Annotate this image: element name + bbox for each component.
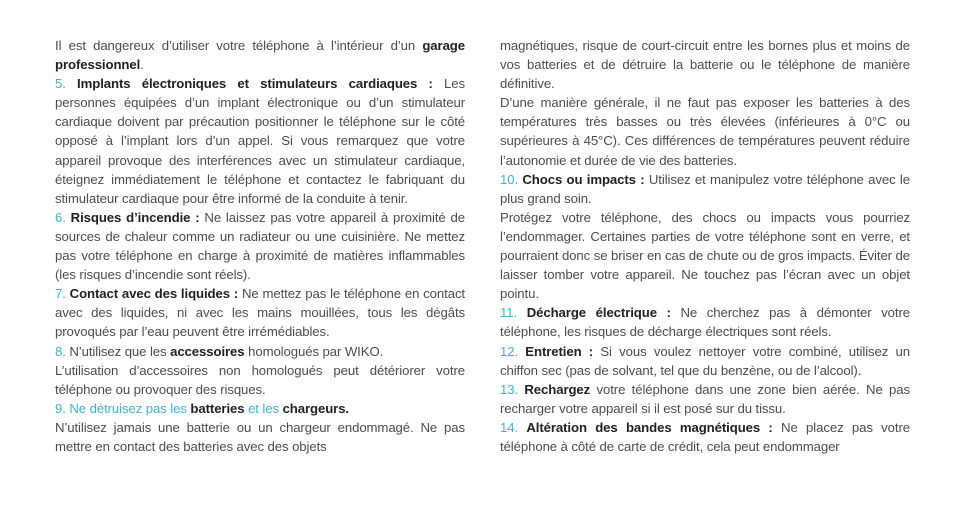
section-7-liquides [55, 284, 465, 341]
section-text: Les personnes équipées d’un implant électronique ou d’un stimulateur cardiaque doivent par précaution positionner le téléphone sur le côté opposé à l’implant lors d’un appel. Si vous remarquez que votre appareil provoque des interférences avec un stimulateur cardiaque, éteignez immédiatement le téléphone et contactez le fabriquant du stimulateur cardiaque pour être informé de la conduite à tenir. [55, 76, 465, 206]
section-number: 10. [500, 171, 523, 187]
section-number: 13. [500, 381, 525, 397]
section-text: Ne laissez pas votre appareil à proximité de sources de chaleur comme un radiateur ou une cuisinière. Ne mettez pas votre téléphone en charge à proximité de matières inflammables (les risques d’incendie sont réels). [55, 209, 465, 283]
section-5-implants [55, 74, 465, 208]
section-text: homologués par WIKO. [244, 343, 384, 359]
section-number: 12. [500, 343, 526, 359]
section-title: Implants électroniques et stimulateurs cardiaques : [77, 76, 433, 92]
section-text: Ne cherchez pas à démonter votre téléphone, les risques de décharge électriques sont réels. [500, 305, 910, 340]
bold-term: batteries [190, 400, 245, 416]
section-number: 6. [55, 209, 71, 225]
paragraph-garage [55, 36, 465, 74]
bold-term: chargeurs. [282, 400, 349, 416]
section-text: votre téléphone dans une zone bien aérée. Ne pas recharger votre appareil si il est posé sur du tissu. [500, 381, 910, 416]
section-text: Utilisez et manipulez votre téléphone avec le plus grand soin. [500, 171, 910, 206]
section-number: 14. [500, 419, 527, 435]
paragraph-temperatures [500, 93, 910, 169]
section-title: Entretien : [525, 343, 594, 359]
section-title: Contact avec des liquides : [69, 286, 239, 302]
section-14-bandes [500, 418, 910, 456]
section-text: Ne placez pas votre téléphone à côté de carte de crédit, cela peut endommager [500, 419, 910, 454]
section-12-entretien [500, 342, 910, 380]
section-text: L’utilisation d’accessoires non homologués peut détériorer votre téléphone ou provoquer des risques. [55, 362, 465, 397]
section-10-body [500, 208, 910, 303]
paragraph-continued [500, 36, 910, 93]
section-number: 9. [55, 400, 70, 416]
section-text: Ne mettez pas le téléphone en contact avec des liquides, ni avec les mains mouillées, tous les dégâts provoqués par l’eau peuvent être irrémédiables. [55, 286, 465, 340]
section-number: 5. [55, 76, 78, 92]
section-8-body [55, 361, 465, 399]
section-9-batteries [55, 399, 465, 418]
section-title: Chocs ou impacts : [522, 171, 645, 187]
text: D’une manière générale, il ne faut pas exposer les batteries à des températures très basses ou très élevées (inférieures à 0°C ou supérieures à 45°C). Ces différences de températures peuvent réduire l’autonomie et durée de vie des batteries. [500, 95, 910, 168]
section-text: et les [244, 400, 283, 416]
section-number: 8. [55, 343, 70, 359]
section-13-rechargez [500, 380, 910, 418]
section-title: Risques d’incendie : [70, 209, 200, 225]
section-text: Si vous voulez nettoyer votre combiné, utilisez un chiffon sec (pas de solvant, tel que du benzène, ou de l’alcool). [500, 343, 910, 378]
section-text: N’utilisez que les [69, 343, 171, 359]
section-6-incendie [55, 208, 465, 284]
section-text: N’utilisez jamais une batterie ou un chargeur endommagé. Ne pas mettre en contact des batteries avec des objets [55, 419, 465, 454]
section-9-body [55, 418, 465, 456]
section-title: Altération des bandes magnétiques : [526, 419, 773, 435]
section-title: Décharge électrique : [526, 305, 671, 321]
section-number: 7. [55, 286, 70, 302]
section-text: Ne détruisez pas les [69, 400, 191, 416]
section-11-decharge [500, 303, 910, 341]
text: magnétiques, risque de court-circuit entre les bornes plus et moins de vos batteries et de détruire la batterie ou le téléphone de manière définitive. [500, 38, 910, 92]
bold-term: accessoires [170, 343, 245, 359]
bold-term: garage professionnel [55, 38, 465, 73]
text: Il est dangereux d’utiliser votre téléphone à l’intérieur d’un [55, 38, 423, 53]
section-8-accessoires [55, 342, 465, 361]
section-title: Rechargez [524, 381, 591, 397]
section-10-chocs [500, 170, 910, 208]
left-column [55, 36, 465, 456]
section-number: 11. [500, 305, 527, 321]
text: . [140, 57, 144, 73]
right-column [500, 36, 910, 456]
section-text: Protégez votre téléphone, des chocs ou impacts vous pourriez l’endommager. Certaines parties de votre téléphone sont en verre, et pourraient donc se briser en cas de chute ou de gros impacts. Éviter de laisser tomber votre appareil. Ne touchez pas l’écran avec un objet pointu. [500, 209, 911, 302]
